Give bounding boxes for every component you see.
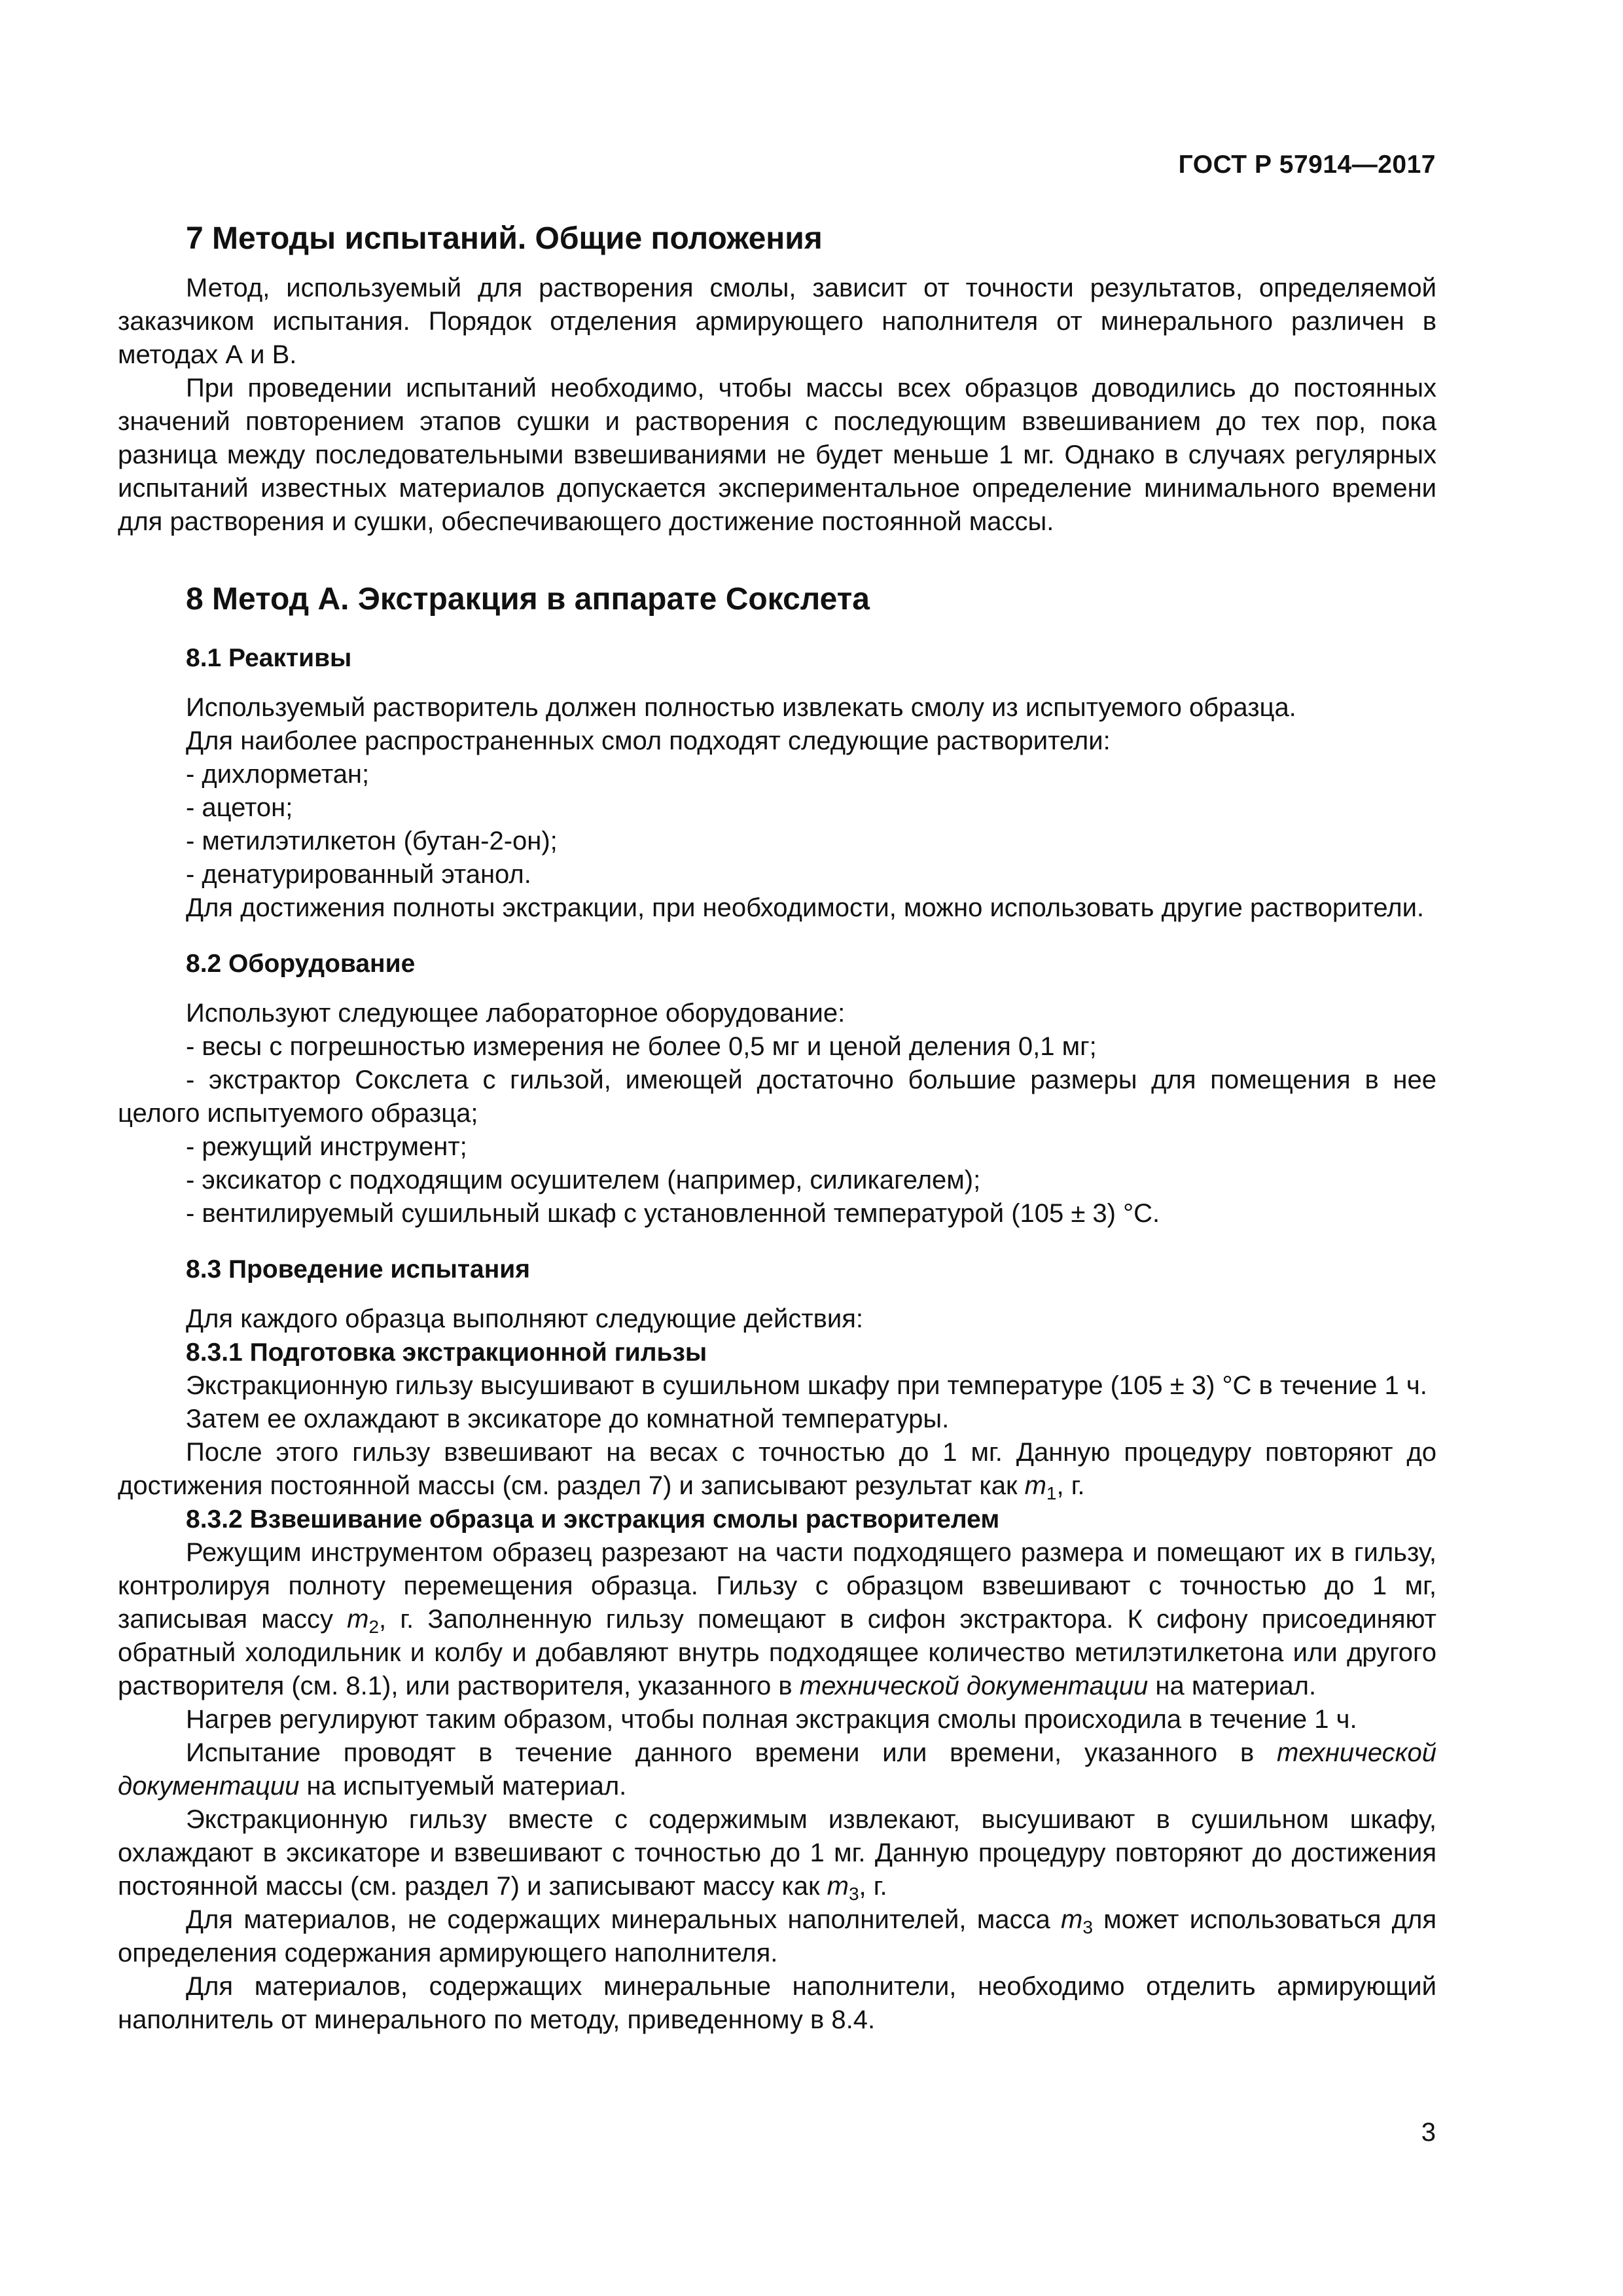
solvent-list-item: - метилэтилкетон (бутан-2-он); (186, 827, 558, 855)
technical-documentation-term: технической документации (118, 1738, 1436, 1801)
subsection-8-1-title: 8.1 Реактивы (186, 644, 352, 672)
subsection-8-3-title: 8.3 Проведение испытания (186, 1255, 530, 1283)
equipment-list-item: - режущий инструмент; (186, 1132, 467, 1161)
mass-subscript: 3 (1082, 1917, 1093, 1937)
text-run: После этого гильзу взвешивают на весах с точностью до 1 мг. Данную процедуру повторяют до достижения постоянной массы (см. раздел 7) и записывают результат как (118, 1438, 1436, 1500)
text-run: на материал. (1148, 1672, 1317, 1700)
text-run: может использоваться для определения содержания армирующего наполнителя. (118, 1905, 1437, 1967)
subsection-8-1-paragraph: Используемый растворитель должен полностью извлекать смолу из испытуемого образца. (186, 693, 1296, 722)
text-run: Экстракционную гильзу вместе с содержимым извлекают, высушивают в сушильном шкафу, охлаждают в эксикаторе и взвешивают с точностью до 1 мг. Данную процедуру повторяют до достижения постоянной массы (см. раздел 7) и записывают массу как (118, 1805, 1436, 1901)
subsection-8-3-paragraph: Для каждого образца выполняют следующие действия: (186, 1304, 863, 1333)
subsection-8-2-paragraph: Используют следующее лабораторное оборудование: (186, 999, 846, 1028)
subsection-8-3-1-paragraph: Затем ее охлаждают в эксикаторе до комнатной температуры. (186, 1405, 950, 1433)
subsection-8-1-paragraph: Для наиболее распространенных смол подходят следующие растворители: (186, 726, 1111, 755)
solvent-list-item: - ацетон; (186, 793, 293, 822)
mass-variable: m (1061, 1905, 1083, 1934)
equipment-list-item: - эксикатор с подходящим осушителем (например, силикагелем); (186, 1166, 981, 1194)
subsection-8-3-2-paragraph (118, 1536, 1436, 1703)
standard-header: ГОСТ Р 57914—2017 (1178, 151, 1436, 179)
text-run: , г. Заполненную гильзу помещают в сифон экстрактора. К сифону присоединяют обратный холодильник и колбу и добавляют внутрь подходящее количество метилэтилкетона или другого растворителя (см. 8.1), или растворителя, указанного в (118, 1605, 1436, 1700)
equipment-list-item: - весы с погрешностью измерения не более 0,5 мг и ценой деления 0,1 мг; (186, 1032, 1097, 1061)
subsection-8-3-2-paragraph (118, 1903, 1436, 1970)
mass-variable: m (347, 1605, 369, 1634)
page-content (118, 219, 1436, 2037)
subsection-8-3-2-paragraph (118, 1803, 1436, 1903)
text-run: Для материалов, не содержащих минеральных наполнителей, масса (186, 1905, 1061, 1934)
section-8-title: 8 Метод А. Экстракция в аппарате Сокслета (186, 582, 870, 617)
mass-subscript: 2 (368, 1617, 380, 1637)
subsection-8-3-1-paragraph: Экстракционную гильзу высушивают в сушильном шкафу при температуре (105 ± 3) °С в течение 1 ч. (186, 1371, 1427, 1400)
solvent-list-item: - дихлорметан; (186, 760, 370, 789)
subsection-8-3-2-paragraph: Нагрев регулируют таким образом, чтобы полная экстракция смолы происходила в течение 1 ч. (186, 1705, 1357, 1734)
mass-subscript: 1 (1046, 1483, 1057, 1503)
section-7-paragraph: Метод, используемый для растворения смолы, зависит от точности результатов, определяемой заказчиком испытания. Порядок отделения армирующего наполнителя от минерального различен в методах А и В. (118, 274, 1436, 369)
subsection-8-3-2-title: 8.3.2 Взвешивание образца и экстракция смолы растворителем (186, 1505, 1000, 1534)
text-run: Режущим инструментом образец разрезают на части подходящего размера и помещают их в гильзу, контролируя полноту перемещения образца. Гильзу с образцом взвешивают с точностью до 1 мг, записывая массу (118, 1538, 1436, 1634)
text-run: на испытуемый материал. (299, 1772, 627, 1801)
section-7-paragraph: При проведении испытаний необходимо, чтобы массы всех образцов доводились до постоянных значений повторением этапов сушки и растворения с последующим взвешиванием до тех пор, пока разница между последовательными взвешиваниями не будет меньше 1 мг. Однако в случаях регулярных испытаний известных материалов допускается экспериментальное определение минимального времени для растворения и сушки, обеспечивающего достижение постоянной массы. (118, 374, 1436, 536)
text-run: , г. (859, 1872, 887, 1901)
subsection-8-1-paragraph: Для достижения полноты экстракции, при необходимости, можно использовать другие растворители. (186, 893, 1425, 922)
section-7-title: 7 Методы испытаний. Общие положения (186, 221, 823, 256)
mass-variable: m (827, 1872, 849, 1901)
mass-subscript: 3 (848, 1884, 859, 1904)
subsection-8-3-2-paragraph: Для материалов, содержащих минеральные наполнители, необходимо отделить армирующий наполнитель от минерального по методу, приведенному в 8.4. (118, 1972, 1436, 2034)
page-number: 3 (1421, 2118, 1436, 2147)
subsection-8-2-title: 8.2 Оборудование (186, 950, 416, 978)
solvent-list-item: - денатурированный этанол. (186, 860, 531, 889)
text-run: , г. (1056, 1471, 1085, 1500)
subsection-8-3-2-paragraph (118, 1736, 1436, 1803)
technical-documentation-term: технической документации (799, 1672, 1149, 1700)
subsection-8-3-1-title: 8.3.1 Подготовка экстракционной гильзы (186, 1338, 707, 1367)
subsection-8-3-1-paragraph (118, 1436, 1436, 1503)
mass-variable: m (1024, 1471, 1046, 1500)
text-run: Испытание проводят в течение данного времени или времени, указанного в (186, 1738, 1277, 1767)
equipment-list-item: - экстрактор Сокслета с гильзой, имеющей достаточно большие размеры для помещения в нее целого испытуемого образца; (118, 1066, 1436, 1128)
equipment-list-item: - вентилируемый сушильный шкаф с установленной температурой (105 ± 3) °С. (186, 1199, 1160, 1228)
